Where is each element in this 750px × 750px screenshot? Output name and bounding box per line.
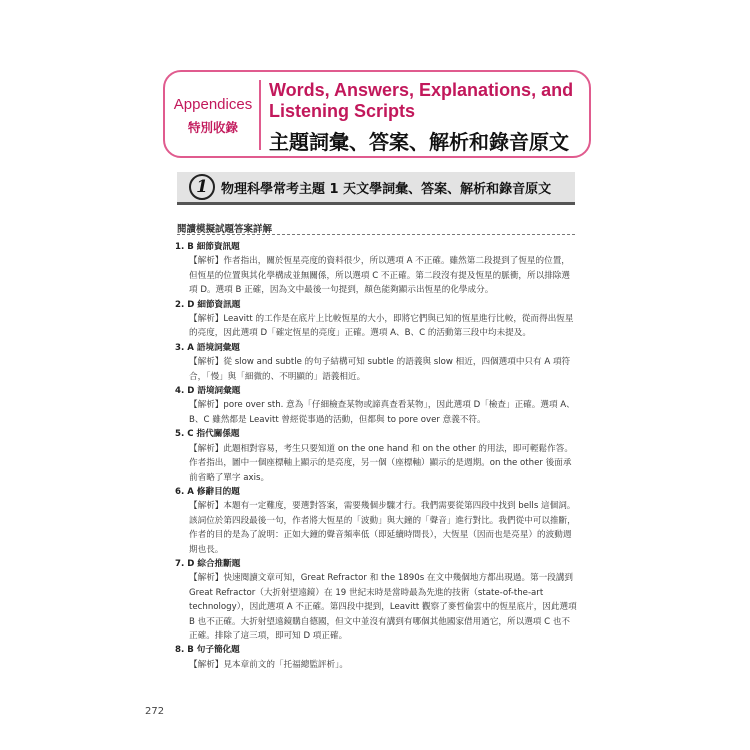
answer-item	[175, 384, 577, 427]
page-number: 272	[145, 706, 165, 717]
answer-list	[175, 240, 577, 672]
appendices-label: Appendices	[173, 96, 253, 113]
section-banner	[177, 172, 575, 205]
appendix-header-box	[163, 70, 591, 158]
appendix-label-block	[165, 72, 257, 156]
answer-item	[175, 557, 577, 643]
answer-item	[175, 341, 577, 384]
subheading: 閱讀模擬試題答案詳解	[177, 224, 273, 235]
title-english: Words, Answers, Explanations, and Listening Scripts	[269, 80, 574, 121]
answer-item	[175, 240, 577, 298]
answer-heading: 8. B 句子簡化題	[175, 645, 240, 656]
answer-heading: 4. D 語境詞彙題	[175, 386, 241, 397]
answer-explanation: 【解析】本題有一定難度，要選對答案，需要幾個步驟才行。我們需要從第四段中找到 bells 這個詞。該詞位於第四段最後一句，作者將大恆星的「波動」與大鐘的「聲音」進行對比。我們從中可以推斷，作者的目的是為了說明：正如大鐘的聲音頻率低（即延續時間長），大恆星（因而也是亮星）的波動週期也長。	[189, 501, 576, 555]
answer-heading: 1. B 細節資訊題	[175, 242, 240, 252]
answer-item	[175, 427, 577, 485]
title-chinese: 主題詞彙、答案、解析和錄音原文	[269, 130, 569, 154]
answer-item	[175, 485, 577, 557]
answer-explanation: 【解析】見本章前文的「托福總監評析」。	[189, 659, 348, 670]
answer-explanation: 【解析】從 slow and subtle 的句子結構可知 subtle 的語義與 slow 相近，四個選項中只有 A 項符合，「慢」與「細微的、不明顯的」語義相近。	[189, 357, 571, 382]
answer-item	[175, 643, 577, 672]
answer-heading: 3. A 語境詞彙題	[175, 342, 240, 353]
answer-heading: 5. C 指代關係題	[175, 429, 240, 440]
answer-explanation: 【解析】作者指出，關於恆星亮度的資料很少，所以選項 A 不正確。雖然第二段提到了恆星的位置，但恆星的位置與其化學構成並無關係，所以選項 C 不正確。第二段沒有提及恆星的脈衝，所以排除選項 D。選項 B 正確，因為文中最後一句提到，顏色能夠顯示出恆星的化學成分。	[189, 256, 570, 296]
answer-explanation: 【解析】快速閱讀文章可知，Great Refractor 和 the 1890s 在文中幾個地方都出現過。第一段講到 Great Refractor（大折射望遠鏡）在 19 世紀末時是當時最為先進的技術（state-of-the-art technology），因此選項 A 不正確。第四段中提到，Leavitt 觀察了麥哲倫雲中的恆星底片，因此選項 B 也不正確。大折射望遠鏡購自德國，但文中並沒有講到有哪個其他國家借用過它，所以選項 C 也不正確。排除了這三項，即可知 D 項正確。	[189, 573, 577, 641]
answer-explanation: 【解析】此題相對容易，考生只要知道 on the one hand 和 on the other 的用法，即可輕鬆作答。作者指出，圖中一個座標軸上顯示的是亮度，另一個（座標軸）顯示的是週期。on the other 後面承前省略了單字 axis。	[189, 443, 573, 483]
answer-explanation: 【解析】pore over sth. 意為「仔細檢查某物或諦真查看某物」，因此選項 D「檢查」正確。選項 A、B、C 雖然都是 Leavitt 曾經從事過的活動，但都與 to pore over 意義不符。	[189, 400, 575, 425]
answer-heading: 7. D 綜合推斷題	[175, 558, 241, 569]
appendix-cn-label: 特別收錄	[187, 120, 238, 135]
section-title: 物理科學常考主題 1 天文學詞彙、答案、解析和錄音原文	[221, 182, 552, 197]
answer-item	[175, 298, 577, 341]
answer-heading: 2. D 細節資訊題	[175, 299, 241, 310]
header-divider	[259, 80, 261, 150]
answer-heading: 6. A 修辭目的題	[175, 486, 240, 497]
subheading-rule	[177, 234, 575, 235]
answer-explanation: 【解析】Leavitt 的工作是在底片上比較恆星的大小，即將它們與已知的恆星進行比較，從而得出恆星的亮度，因此選項 D「確定恆星的亮度」正確。選項 A、B、C 的活動第三段中均未提及。	[189, 314, 574, 339]
section-number-badge: 1	[189, 174, 215, 200]
